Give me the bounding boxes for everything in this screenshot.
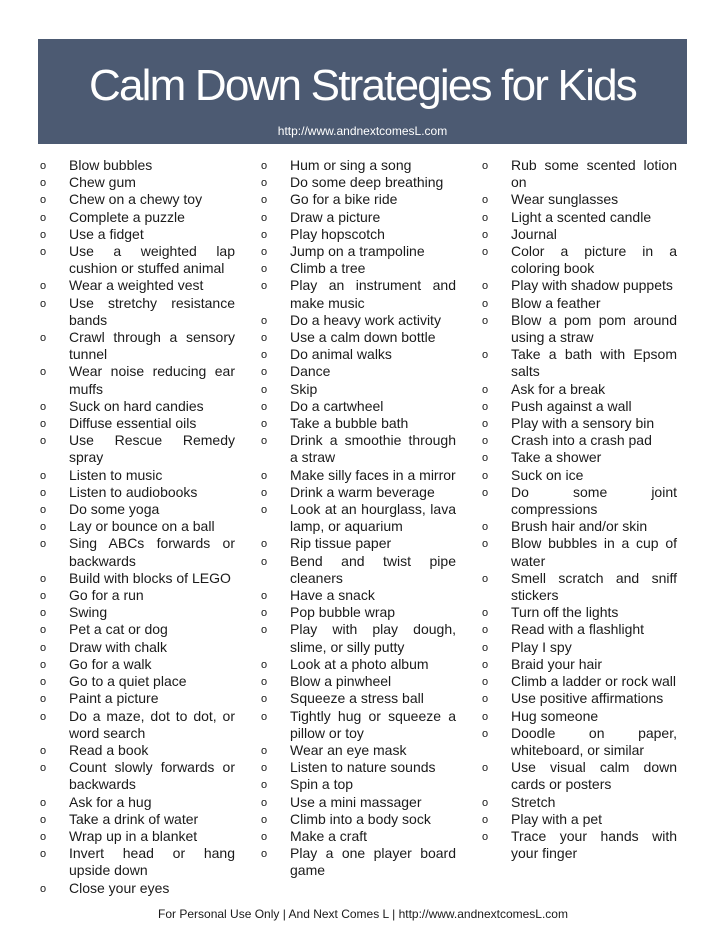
list-item: o Climb a ladder or rock wall	[480, 673, 677, 690]
list-item: o Use a calm down bottle	[259, 329, 456, 346]
list-item: o Listen to audiobooks	[38, 484, 235, 501]
list-item: o Count slowly forwards or backwards	[38, 759, 235, 793]
list-item: o Do a maze, dot to dot, or word search	[38, 708, 235, 742]
list-item: o Spin a top	[259, 776, 456, 793]
list-item: o Braid your hair	[480, 656, 677, 673]
list-item: o Do a cartwheel	[259, 398, 456, 415]
list-item: o Play with a pet	[480, 811, 677, 828]
list-item: o Draw a picture	[259, 209, 456, 226]
list-item: o Use Rescue Remedy spray	[38, 432, 235, 466]
title-banner	[38, 39, 687, 144]
list-item: o Go for a run	[38, 587, 235, 604]
list-item: o Journal	[480, 226, 677, 243]
list-item: o Stretch	[480, 794, 677, 811]
list-item: o Invert head or hang upside down	[38, 845, 235, 879]
list-item: o Squeeze a stress ball	[259, 690, 456, 707]
list-item: o Chew on a chewy toy	[38, 191, 235, 208]
list-item: o Go for a walk	[38, 656, 235, 673]
list-item: o Listen to music	[38, 467, 235, 484]
list-item: o Play hopscotch	[259, 226, 456, 243]
list-item: o Pop bubble wrap	[259, 604, 456, 621]
list-item: o Use a weighted lap cushion or stuffed animal	[38, 243, 235, 277]
list-item: o Bend and twist pipe cleaners	[259, 553, 456, 587]
list-item: o Take a shower	[480, 449, 677, 466]
list-item: o Rub some scented lotion on	[480, 157, 677, 191]
list-item: o Blow a pinwheel	[259, 673, 456, 690]
list-item: o Close your eyes	[38, 880, 235, 897]
header-url: http://www.andnextcomesL.com	[277, 124, 448, 138]
list-item: o Do a heavy work activity	[259, 312, 456, 329]
list-item: o Turn off the lights	[480, 604, 677, 621]
list-item: o Drink a warm beverage	[259, 484, 456, 501]
list-item: o Use a mini massager	[259, 794, 456, 811]
list-item: o Sing ABCs forwards or backwards	[38, 535, 235, 569]
list-item: o Play with shadow puppets	[480, 277, 677, 294]
list-item: o Make a craft	[259, 828, 456, 845]
list-item: o Color a picture in a coloring book	[480, 243, 677, 277]
list-item: o Doodle on paper, whiteboard, or similar	[480, 725, 677, 759]
list-item: o Diffuse essential oils	[38, 415, 235, 432]
page-title: Calm Down Strategies for Kids	[89, 61, 636, 110]
list-item: o Push against a wall	[480, 398, 677, 415]
strategy-list-column-2	[259, 157, 456, 880]
list-item: o Go to a quiet place	[38, 673, 235, 690]
list-item: o Suck on hard candies	[38, 398, 235, 415]
list-item: o Play with play dough, slime, or silly putty	[259, 621, 456, 655]
list-item: o Draw with chalk	[38, 639, 235, 656]
list-item: o Smell scratch and sniff stickers	[480, 570, 677, 604]
list-item: o Wrap up in a blanket	[38, 828, 235, 845]
list-item: o Jump on a trampoline	[259, 243, 456, 260]
list-item: o Paint a picture	[38, 690, 235, 707]
list-item: o Take a drink of water	[38, 811, 235, 828]
list-item: o Wear an eye mask	[259, 742, 456, 759]
strategy-list-column-3	[480, 157, 677, 862]
list-item: o Take a bubble bath	[259, 415, 456, 432]
list-item: o Look at a photo album	[259, 656, 456, 673]
list-item: o Light a scented candle	[480, 209, 677, 226]
list-item: o Do some joint compressions	[480, 484, 677, 518]
list-item: o Take a bath with Epsom salts	[480, 346, 677, 380]
list-item: o Use stretchy resistance bands	[38, 295, 235, 329]
list-item: o Wear noise reducing ear muffs	[38, 363, 235, 397]
list-item: o Climb into a body sock	[259, 811, 456, 828]
list-item: o Play an instrument and make music	[259, 277, 456, 311]
list-item: o Use a fidget	[38, 226, 235, 243]
list-item: o Read a book	[38, 742, 235, 759]
list-item: o Hum or sing a song	[259, 157, 456, 174]
list-item: o Play I spy	[480, 639, 677, 656]
list-item: o Trace your hands with your finger	[480, 828, 677, 862]
list-item: o Blow a feather	[480, 295, 677, 312]
list-item: o Skip	[259, 381, 456, 398]
list-item: o Go for a bike ride	[259, 191, 456, 208]
list-item: o Do some deep breathing	[259, 174, 456, 191]
list-item: o Play a one player board game	[259, 845, 456, 879]
footer-note: For Personal Use Only | And Next Comes L | http://www.andnextcomesL.com	[158, 907, 568, 921]
list-item: o Build with blocks of LEGO	[38, 570, 235, 587]
list-item: o Crash into a crash pad	[480, 432, 677, 449]
list-item: o Do some yoga	[38, 501, 235, 518]
list-item: o Climb a tree	[259, 260, 456, 277]
list-item: o Drink a smoothie through a straw	[259, 432, 456, 466]
list-item: o Lay or bounce on a ball	[38, 518, 235, 535]
list-item: o Rip tissue paper	[259, 535, 456, 552]
list-item: o Tightly hug or squeeze a pillow or toy	[259, 708, 456, 742]
list-item: o Wear sunglasses	[480, 191, 677, 208]
list-item: o Crawl through a sensory tunnel	[38, 329, 235, 363]
strategy-list-column-1	[38, 157, 235, 897]
list-item: o Hug someone	[480, 708, 677, 725]
list-item: o Use visual calm down cards or posters	[480, 759, 677, 793]
list-item: o Do animal walks	[259, 346, 456, 363]
list-item: o Wear a weighted vest	[38, 277, 235, 294]
list-item: o Ask for a hug	[38, 794, 235, 811]
list-item: o Brush hair and/or skin	[480, 518, 677, 535]
list-item: o Chew gum	[38, 174, 235, 191]
list-item: o Pet a cat or dog	[38, 621, 235, 638]
list-item: o Play with a sensory bin	[480, 415, 677, 432]
list-item: o Swing	[38, 604, 235, 621]
list-item: o Read with a flashlight	[480, 621, 677, 638]
list-item: o Use positive affirmations	[480, 690, 677, 707]
list-item: o Have a snack	[259, 587, 456, 604]
list-item: o Blow bubbles	[38, 157, 235, 174]
list-item: o Blow bubbles in a cup of water	[480, 535, 677, 569]
list-item: o Listen to nature sounds	[259, 759, 456, 776]
list-item: o Blow a pom pom around using a straw	[480, 312, 677, 346]
list-item: o Complete a puzzle	[38, 209, 235, 226]
list-item: o Suck on ice	[480, 467, 677, 484]
list-item: o Look at an hourglass, lava lamp, or aquarium	[259, 501, 456, 535]
list-item: o Ask for a break	[480, 381, 677, 398]
list-item: o Make silly faces in a mirror	[259, 467, 456, 484]
list-item: o Dance	[259, 363, 456, 380]
